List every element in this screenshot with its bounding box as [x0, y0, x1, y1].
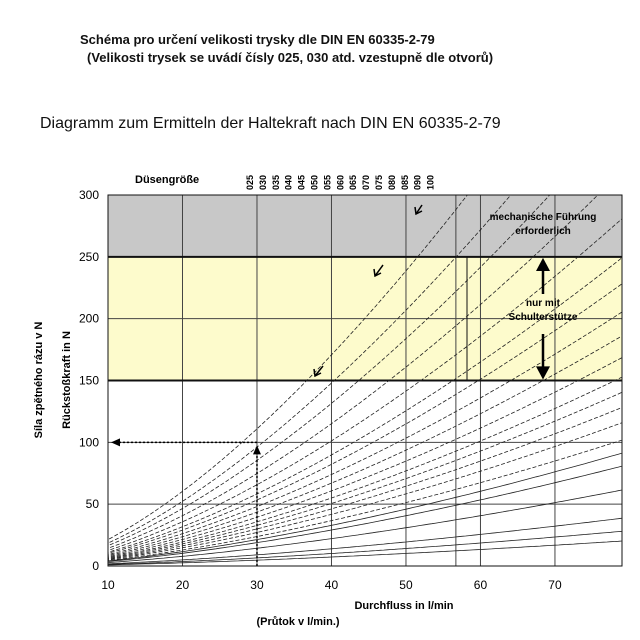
nozzle-label-060: 060 [335, 174, 346, 190]
y-tick-label: 200 [78, 311, 99, 326]
nozzle-label-090: 090 [412, 174, 423, 190]
x-tick-label: 70 [548, 578, 562, 592]
x-tick-label: 30 [250, 578, 264, 592]
series-line-070 [93, 354, 629, 560]
german-chart-title: Diagramm zum Ermitteln der Haltekraft nach DIN EN 60335-2-79 [40, 115, 501, 132]
nozzle-label-080: 080 [386, 174, 397, 190]
czech-title-line1: Schéma pro určení velikosti trysky dle DIN EN 60335-2-79 [80, 32, 435, 47]
y-tick-label: 50 [85, 497, 99, 512]
y-tick-label: 250 [78, 249, 99, 264]
y-tick-label: 0 [92, 559, 99, 573]
x-tick-label: 50 [399, 578, 413, 592]
nozzle-label-025: 025 [245, 174, 255, 190]
nozzle-label-055: 055 [322, 174, 333, 190]
nozzle-size-header: Düsengröße [135, 174, 200, 186]
y-axis-label-cz: Síla zpětného rázu v N [33, 321, 45, 439]
example-arrowhead-left [111, 438, 120, 446]
x-tick-label: 60 [473, 578, 488, 592]
series-line-100 [93, 438, 629, 562]
zone-label: erforderlich [515, 226, 571, 237]
series-line-extra-17 [93, 489, 629, 564]
zone-label: nur mit [526, 298, 560, 309]
y-tick-label: 150 [78, 373, 99, 388]
nozzle-label-065: 065 [348, 174, 359, 190]
nozzle-label-030: 030 [257, 174, 268, 190]
series-line-090 [93, 420, 629, 561]
nozzle-label-035: 035 [270, 174, 281, 190]
example-arrowhead-up [253, 445, 261, 454]
nozzle-label-040: 040 [283, 174, 294, 190]
x-tick-label: 20 [175, 578, 190, 592]
x-axis-label-cz: (Průtok v l/min.) [256, 616, 340, 628]
x-tick-label: 10 [101, 578, 115, 592]
x-tick-label: 40 [324, 578, 339, 592]
y-tick-label: 300 [78, 188, 99, 202]
nozzle-label-100: 100 [425, 174, 436, 190]
czech-title-line2: (Velikosti trysek se uvádí čísly 025, 030 atd. vzestupně dle otvorů) [87, 50, 494, 65]
y-tick-label: 100 [78, 435, 99, 450]
zone-label: mechanische Führung [489, 212, 597, 223]
nozzle-label-045: 045 [296, 174, 307, 190]
nozzle-label-075: 075 [374, 174, 384, 190]
nozzle-label-070: 070 [361, 174, 372, 190]
nozzle-label-085: 085 [399, 174, 410, 190]
nozzle-label-050: 050 [309, 174, 320, 190]
zone-label: Schulterstütze [508, 312, 578, 323]
y-axis-label: Rückstoßkraft in N [61, 331, 73, 429]
x-axis-label: Durchfluss in l/min [354, 600, 454, 612]
